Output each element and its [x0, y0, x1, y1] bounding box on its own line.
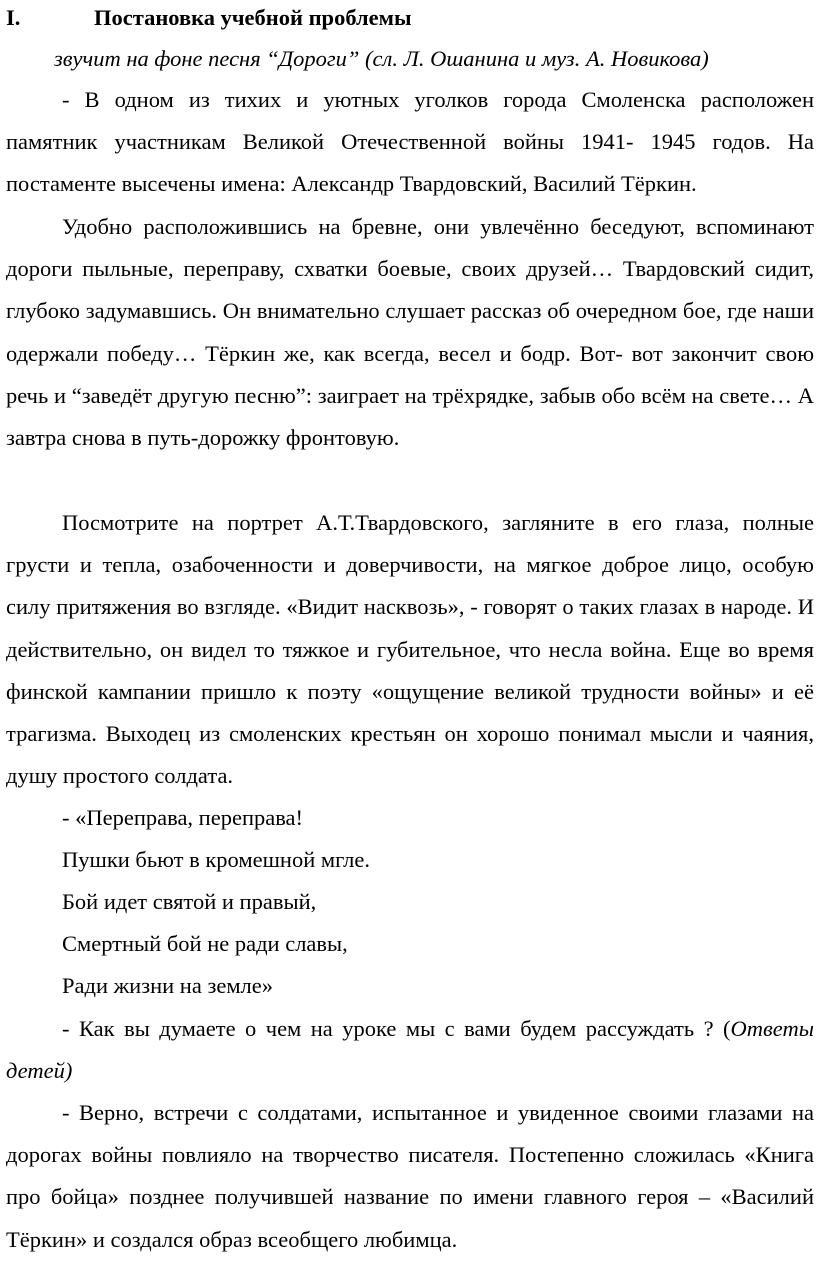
verse-line: Смертный бой не ради славы, — [62, 931, 348, 956]
paragraph-intro: - В одном из тихих и уютных уголков города Смоленска расположен памятник участникам Великой Отечественной войны 1941- 1945 годов. На постаменте высечены имена: Александр Твардовский, Василий Тёркин. — [6, 87, 814, 197]
verse-line: - «Переправа, переправа! — [62, 805, 304, 830]
section-number: I. — [6, 5, 21, 30]
section-heading — [6, 4, 412, 32]
paragraph-portrait: Посмотрите на портрет А.Т.Твардовского, загляните в его глаза, полные грусти и тепла, озабоченности и доверчивости, на мягкое доброе лицо, особую силу притяжения во взгляде. «Видит насквозь», - говорят о таких глазах в народе. И действительно, он видел то тяжкое и губительное, что несла война. Еще во время финской кампании пришло к поэту «ощущение великой трудности войны» и её трагизма. Выходец из смоленских крестьян он хорошо понимал мысли и чаяния, душу простого солдата. — [6, 510, 814, 789]
paragraph-question — [6, 1008, 814, 1092]
verse-line: Пушки бьют в кромешной мгле. — [62, 847, 371, 872]
paragraph-monument: Удобно расположившись на бревне, они увлечённо беседуют, вспоминают дороги пыльные, переправу, схватки боевые, своих друзей… Твардовский сидит, глубоко задумавшись. Он внимательно слушает рассказ об очередном бое, где наши одержали победу… Тёркин же, как всегда, весел и бодр. Вот- вот закончит свою речь и “заведёт другую песню”: заиграет на трёхрядке, забыв обо всём на свете… А завтра снова в путь-дорожку фронтовую. — [6, 214, 814, 451]
verse-line: Бой идет святой и правый, — [62, 889, 317, 914]
verse-line: Ради жизни на земле» — [62, 973, 274, 998]
section-title: Постановка учебной проблемы — [94, 5, 412, 30]
question-answer-note: Ответы детей) — [6, 1016, 814, 1084]
question-text: - Как вы думаете о чем на уроке мы с вами будем рассуждать ? ( — [62, 1016, 731, 1041]
paragraph-closing: - Верно, встречи с солдатами, испытанное и увиденное своими глазами на дорогах войны повлияло на творчество писателя. Постепенно сложилась «Книга про бойца» позднее получившей название по имени главного героя – «Василий Тёркин» и создался образ всеобщего любимца. — [6, 1100, 814, 1252]
music-note-subtitle: звучит на фоне песня “Дороги” (сл. Л. Ошанина и муз. А. Новикова) — [54, 46, 709, 71]
